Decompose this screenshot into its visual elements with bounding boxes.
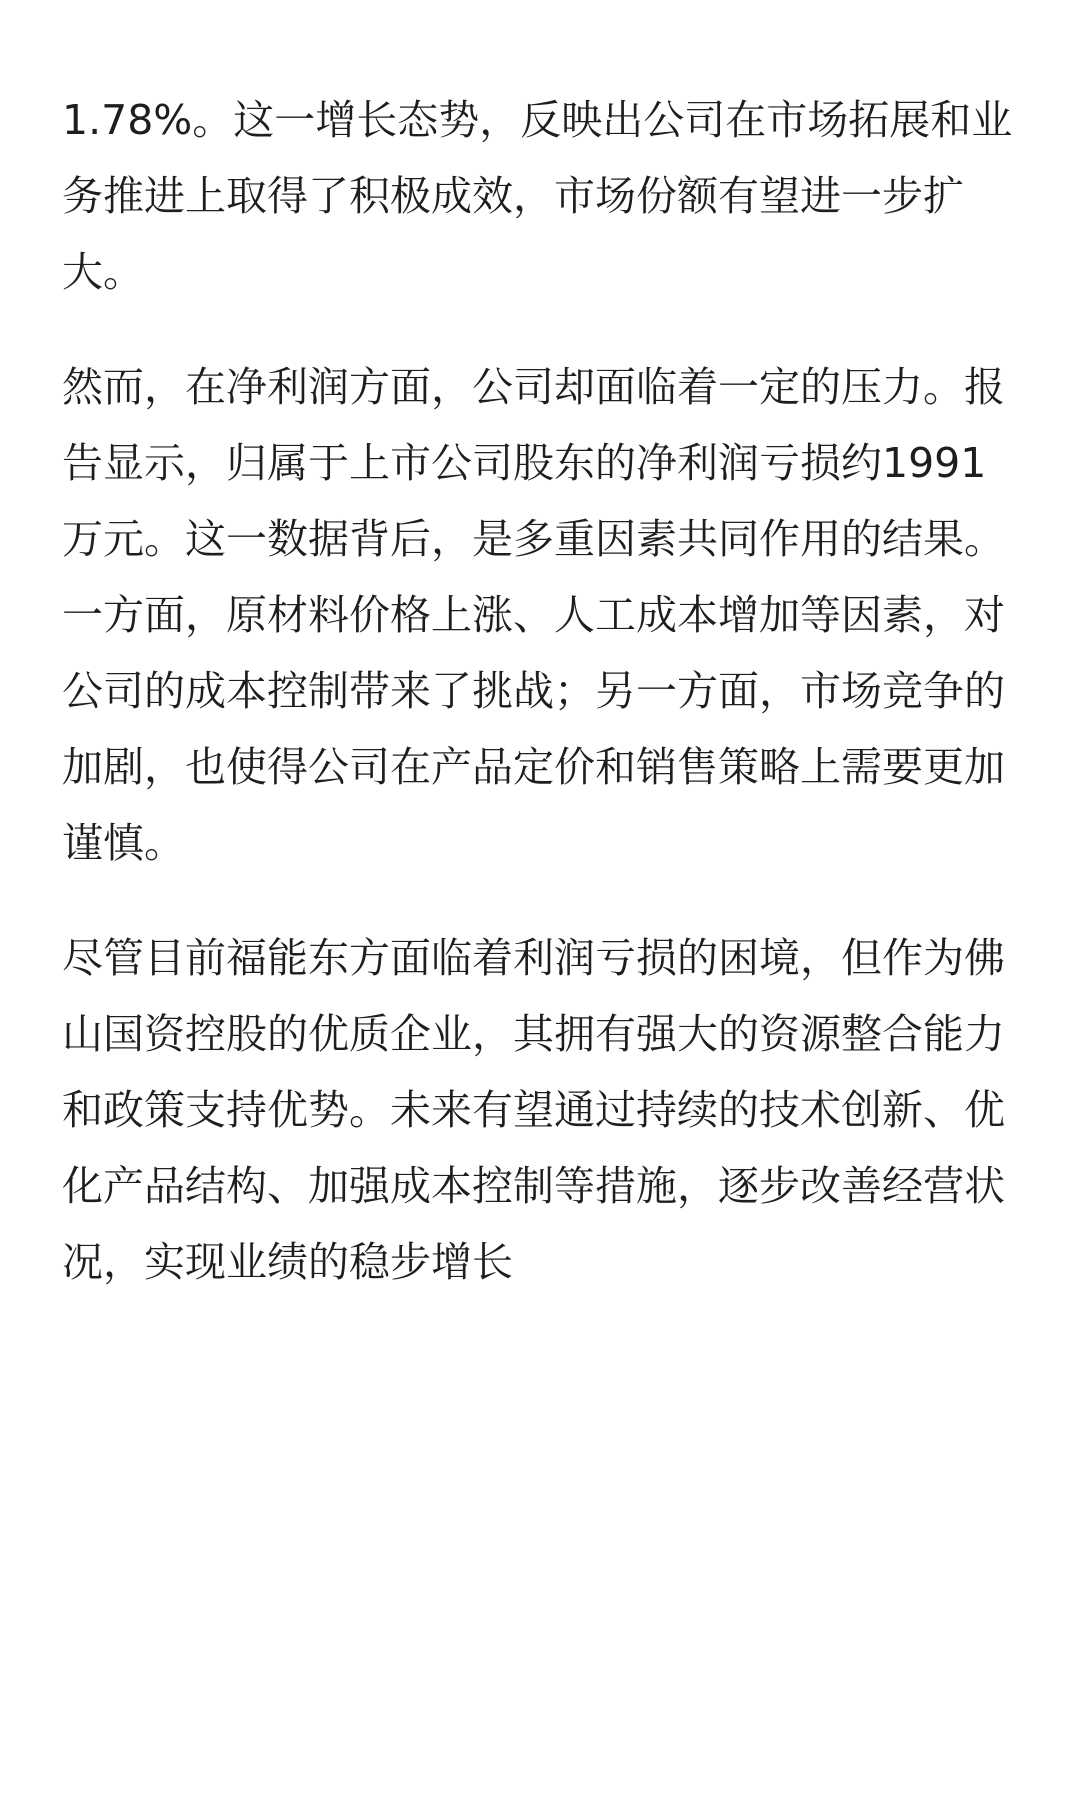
paragraph-net-profit-pressure: 然而，在净利润方面，公司却面临着一定的压力。报告显示，归属于上市公司股东的净利润亏损约1991万元。这一数据背后，是多重因素共同作用的结果。一方面，原材料价格上涨、人工成本增加等因素，对公司的成本控制带来了挑战；另一方面，市场竞争的加剧，也使得公司在产品定价和销售策略上需要更加谨慎。 bbox=[62, 363, 1005, 867]
paragraph-revenue-growth: 1.78%。这一增长态势，反映出公司在市场拓展和业务推进上取得了积极成效，市场份额有望进一步扩大。 bbox=[62, 96, 1013, 296]
paragraph-future-outlook: 尽管目前福能东方面临着利润亏损的困境，但作为佛山国资控股的优质企业，其拥有强大的资源整合能力和政策支持优势。未来有望通过持续的技术创新、优化产品结构、加强成本控制等措施，逐步改善经营状况，实现业绩的稳步增长 bbox=[62, 934, 1005, 1286]
article-body bbox=[62, 82, 1022, 1339]
